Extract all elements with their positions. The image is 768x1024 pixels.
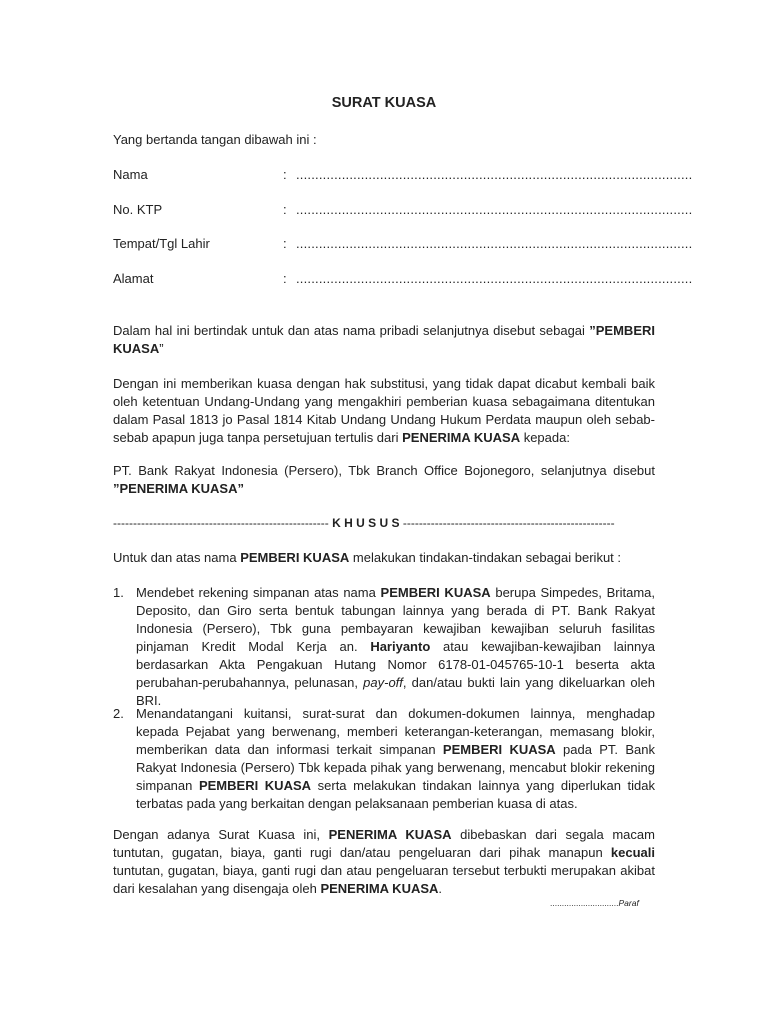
- document-title: SURAT KUASA: [331, 95, 437, 111]
- paraf-label: Paraf: [618, 898, 639, 908]
- field-colon: :: [283, 271, 287, 286]
- field-label: Tempat/Tgl Lahir: [113, 236, 210, 251]
- list-item-text: Mendebet rekening simpanan atas nama PEMBERI KUASA berupa Simpedes, Britama, Deposito, dan Giro serta bentuk tabungan lainnya yang berada di PT. Bank Rakyat Indonesia (Persero), Tbk guna pembayaran kewajiban kewajiban seluruh fasilitas pinjaman Kredit Modal Kerja an. Hariyanto atau kewajiban-kewajiban lainnya berdasarkan Akta Pengakuan Hutang Nomor 6178-01-045765-10-1 beserta akta perubahan-perubahannya, pelunasan, pay-off, dan/atau bukti lain yang dikeluarkan oleh BRI.: [136, 585, 655, 708]
- term-penerima-kuasa: PENERIMA KUASA: [402, 430, 521, 445]
- paragraph-substitusi: Dengan ini memberikan kuasa dengan hak substitusi, yang tidak dapat dicabut kembali baik oleh ketentuan Undang-Undang yang mengakhiri pemberian kuasa sebagaimana ditentukan dalam Pasal 1813 jo Pasal 1814 Kitab Undang Undang Hukum Perdata maupun oleh sebab-sebab apapun juga tanpa persetujuan tertulis dari PENERIMA KUASA kepada:: [113, 376, 655, 445]
- field-blank: ........................................................................................................: [296, 236, 693, 251]
- field-colon: :: [283, 167, 287, 182]
- field-label: Nama: [113, 167, 148, 182]
- term-pemberi-kuasa: ”PEMBERI KUASA: [113, 323, 655, 356]
- list-item: [113, 584, 655, 710]
- field-blank: ........................................................................................................: [296, 271, 693, 286]
- section-separator-khusus: ------------------------------------------------------ K H U S U S -----------------------------------------------------: [113, 516, 615, 530]
- section-label-khusus: K H U S U S: [332, 516, 400, 530]
- field-blank: ........................................................................................................: [296, 167, 693, 182]
- paragraph-pembebasan: Dengan adanya Surat Kuasa ini, PENERIMA KUASA dibebaskan dari segala macam tuntutan, gugatan, biaya, ganti rugi dan/atau pengeluaran dari pihak manapun kecuali tuntutan, gugatan, biaya, ganti rugi dan atau pengeluaran tersebut terbukti merupakan akibat dari kesalahan yang disengaja oleh PENERIMA KUASA.: [113, 827, 655, 896]
- paragraph-tindakan: Untuk dan atas nama PEMBERI KUASA melakukan tindakan-tindakan sebagai berikut :: [113, 550, 622, 565]
- list-number: 1.: [113, 585, 124, 600]
- list-number: 2.: [113, 706, 124, 721]
- field-label: Alamat: [113, 271, 154, 286]
- field-colon: :: [283, 202, 287, 217]
- paragraph-pemberi-kuasa: Dalam hal ini bertindak untuk dan atas nama pribadi selanjutnya disebut sebagai ”PEMBERI KUASA”: [113, 323, 655, 356]
- intro-text: Yang bertanda tangan dibawah ini :: [113, 132, 317, 147]
- term-pemberi-kuasa: PEMBERI KUASA: [240, 550, 350, 565]
- term-penerima-kuasa: ”PENERIMA KUASA”: [113, 481, 244, 496]
- paraf-initial-line: .............................Paraf: [550, 898, 639, 908]
- field-label: No. KTP: [113, 202, 163, 217]
- list-item: [113, 705, 655, 813]
- field-blank: ........................................................................................................: [296, 202, 693, 217]
- field-colon: :: [283, 236, 287, 251]
- paragraph-penerima-kuasa: PT. Bank Rakyat Indonesia (Persero), Tbk Branch Office Bojonegoro, selanjutnya disebut ”PENERIMA KUASA”: [113, 463, 655, 496]
- list-item-text: Menandatangani kuitansi, surat-surat dan dokumen-dokumen lainnya, menghadap kepada Pejabat yang berwenang, memberi keterangan-keterangan, memasang blokir, memberikan data dan informasi terkait simpanan PEMBERI KUASA pada PT. Bank Rakyat Indonesia (Persero) Tbk kepada pihak yang berwenang, mencabut blokir rekening simpanan PEMBERI KUASA serta melakukan tindakan lainnya yang diperlukan tidak terbatas pada yang berkaitan dengan pelaksanaan pemberian kuasa di atas.: [136, 706, 655, 811]
